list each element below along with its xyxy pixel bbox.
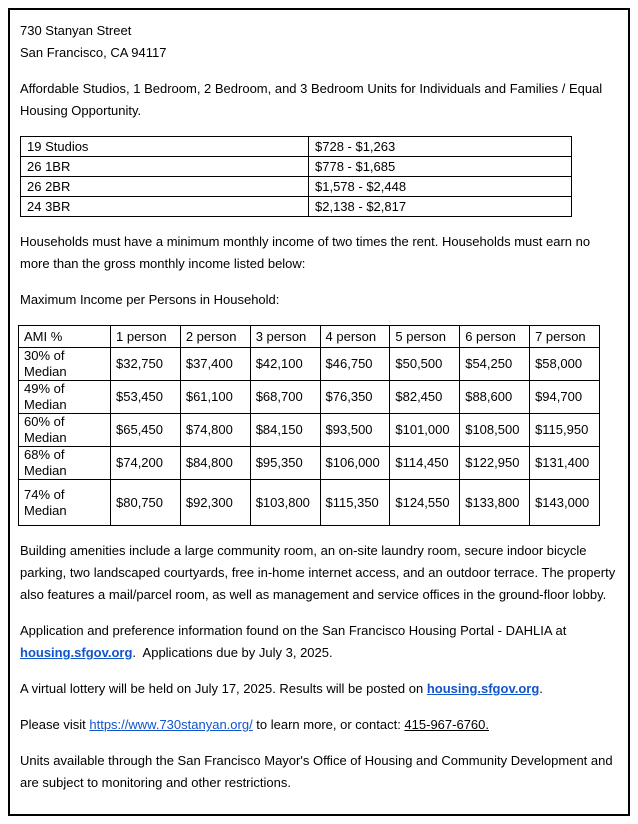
ami-percent-cell: 74% of Median — [19, 480, 111, 526]
intro-paragraph: Affordable Studios, 1 Bedroom, 2 Bedroom, and 3 Bedroom Units for Individuals and Families / Equal Housing Opportunity. — [20, 81, 603, 118]
income-value-cell: $101,000 — [390, 414, 460, 447]
income-value-cell: $114,450 — [390, 447, 460, 480]
contact-prefix-text: Please visit — [20, 717, 90, 732]
income-value-cell: $122,950 — [460, 447, 530, 480]
column-header-2-person: 2 person — [180, 326, 250, 348]
income-value-cell: $65,450 — [111, 414, 181, 447]
ami-percent-cell: 49% of Median — [19, 381, 111, 414]
table-row — [21, 157, 572, 177]
application-text: Application and preference information found on the San Francisco Housing Portal - DAHLIA at — [20, 623, 567, 638]
income-value-cell: $37,400 — [180, 348, 250, 381]
income-value-cell: $92,300 — [180, 480, 250, 526]
address-line-2: San Francisco, CA 94117 — [20, 45, 167, 60]
income-value-cell: $58,000 — [530, 348, 600, 381]
max-income-table — [18, 325, 600, 526]
rent-range-cell: $1,578 - $2,448 — [309, 177, 572, 197]
table-row — [21, 177, 572, 197]
table-row — [19, 414, 600, 447]
rent-range-cell: $778 - $1,685 — [309, 157, 572, 177]
max-income-heading: Maximum Income per Persons in Household: — [20, 292, 280, 307]
income-value-cell: $94,700 — [530, 381, 600, 414]
document-page — [8, 8, 630, 816]
income-value-cell: $50,500 — [390, 348, 460, 381]
column-header-1-person: 1 person — [111, 326, 181, 348]
disclaimer-paragraph: Units available through the San Francisco Mayor's Office of Housing and Community Development and are subject to monitoring and other restrictions. — [20, 753, 613, 790]
income-value-cell: $80,750 — [111, 480, 181, 526]
phone-number-link[interactable]: 415-967-6760. — [404, 717, 489, 732]
rent-range-cell: $2,138 - $2,817 — [309, 197, 572, 217]
table-row — [19, 480, 600, 526]
unit-count-cell: 24 3BR — [21, 197, 309, 217]
income-value-cell: $32,750 — [111, 348, 181, 381]
contact-paragraph — [20, 714, 620, 736]
income-value-cell: $106,000 — [320, 447, 390, 480]
table-row — [19, 381, 600, 414]
application-paragraph — [20, 620, 620, 664]
table-row — [21, 197, 572, 217]
income-value-cell: $84,150 — [250, 414, 320, 447]
income-value-cell: $61,100 — [180, 381, 250, 414]
income-value-cell: $131,400 — [530, 447, 600, 480]
table-header-row — [19, 326, 600, 348]
contact-middle-text: to learn more, or contact: — [252, 717, 405, 732]
address-line-1: 730 Stanyan Street — [20, 23, 132, 38]
income-value-cell: $84,800 — [180, 447, 250, 480]
stanyan-website-link[interactable]: https://www.730stanyan.org/ — [89, 717, 253, 732]
income-value-cell: $53,450 — [111, 381, 181, 414]
column-header-7-person: 7 person — [530, 326, 600, 348]
income-value-cell: $133,800 — [460, 480, 530, 526]
column-header-ami: AMI % — [19, 326, 111, 348]
income-value-cell: $88,600 — [460, 381, 530, 414]
income-value-cell: $103,800 — [250, 480, 320, 526]
column-header-6-person: 6 person — [460, 326, 530, 348]
income-value-cell: $74,200 — [111, 447, 181, 480]
income-value-cell: $68,700 — [250, 381, 320, 414]
application-due-text: . Applications due by July 3, 2025. — [132, 645, 333, 660]
income-value-cell: $124,550 — [390, 480, 460, 526]
ami-percent-cell: 60% of Median — [19, 414, 111, 447]
column-header-3-person: 3 person — [250, 326, 320, 348]
income-value-cell: $108,500 — [460, 414, 530, 447]
units-rent-table — [20, 136, 572, 217]
income-value-cell: $76,350 — [320, 381, 390, 414]
lottery-period: . — [539, 681, 543, 696]
income-value-cell: $54,250 — [460, 348, 530, 381]
unit-count-cell: 19 Studios — [21, 137, 309, 157]
income-value-cell: $82,450 — [390, 381, 460, 414]
income-value-cell: $46,750 — [320, 348, 390, 381]
income-value-cell: $143,000 — [530, 480, 600, 526]
income-value-cell: $93,500 — [320, 414, 390, 447]
income-value-cell: $115,350 — [320, 480, 390, 526]
income-value-cell: $42,100 — [250, 348, 320, 381]
unit-count-cell: 26 1BR — [21, 157, 309, 177]
ami-percent-cell: 68% of Median — [19, 447, 111, 480]
rent-range-cell: $728 - $1,263 — [309, 137, 572, 157]
income-value-cell: $74,800 — [180, 414, 250, 447]
address-block — [20, 20, 620, 64]
lottery-paragraph — [20, 678, 620, 700]
table-row — [19, 348, 600, 381]
income-requirement-paragraph: Households must have a minimum monthly income of two times the rent. Households must earn no more than the gross monthly income listed below: — [20, 234, 591, 271]
column-header-4-person: 4 person — [320, 326, 390, 348]
income-value-cell: $115,950 — [530, 414, 600, 447]
lottery-text: A virtual lottery will be held on July 17, 2025. Results will be posted on — [20, 681, 427, 696]
income-value-cell: $95,350 — [250, 447, 320, 480]
column-header-5-person: 5 person — [390, 326, 460, 348]
table-row — [21, 137, 572, 157]
amenities-paragraph: Building amenities include a large community room, an on-site laundry room, secure indoor bicycle parking, two landscaped courtyards, free in-home internet access, and an outdoor terrace. The property also features a mail/parcel room, as well as management and service offices in the ground-floor lobby. — [20, 543, 616, 602]
housing-sfgov-link[interactable]: housing.sfgov.org — [426, 681, 540, 696]
ami-percent-cell: 30% of Median — [19, 348, 111, 381]
table-row — [19, 447, 600, 480]
housing-sfgov-link[interactable]: housing.sfgov.org — [20, 645, 133, 660]
unit-count-cell: 26 2BR — [21, 177, 309, 197]
